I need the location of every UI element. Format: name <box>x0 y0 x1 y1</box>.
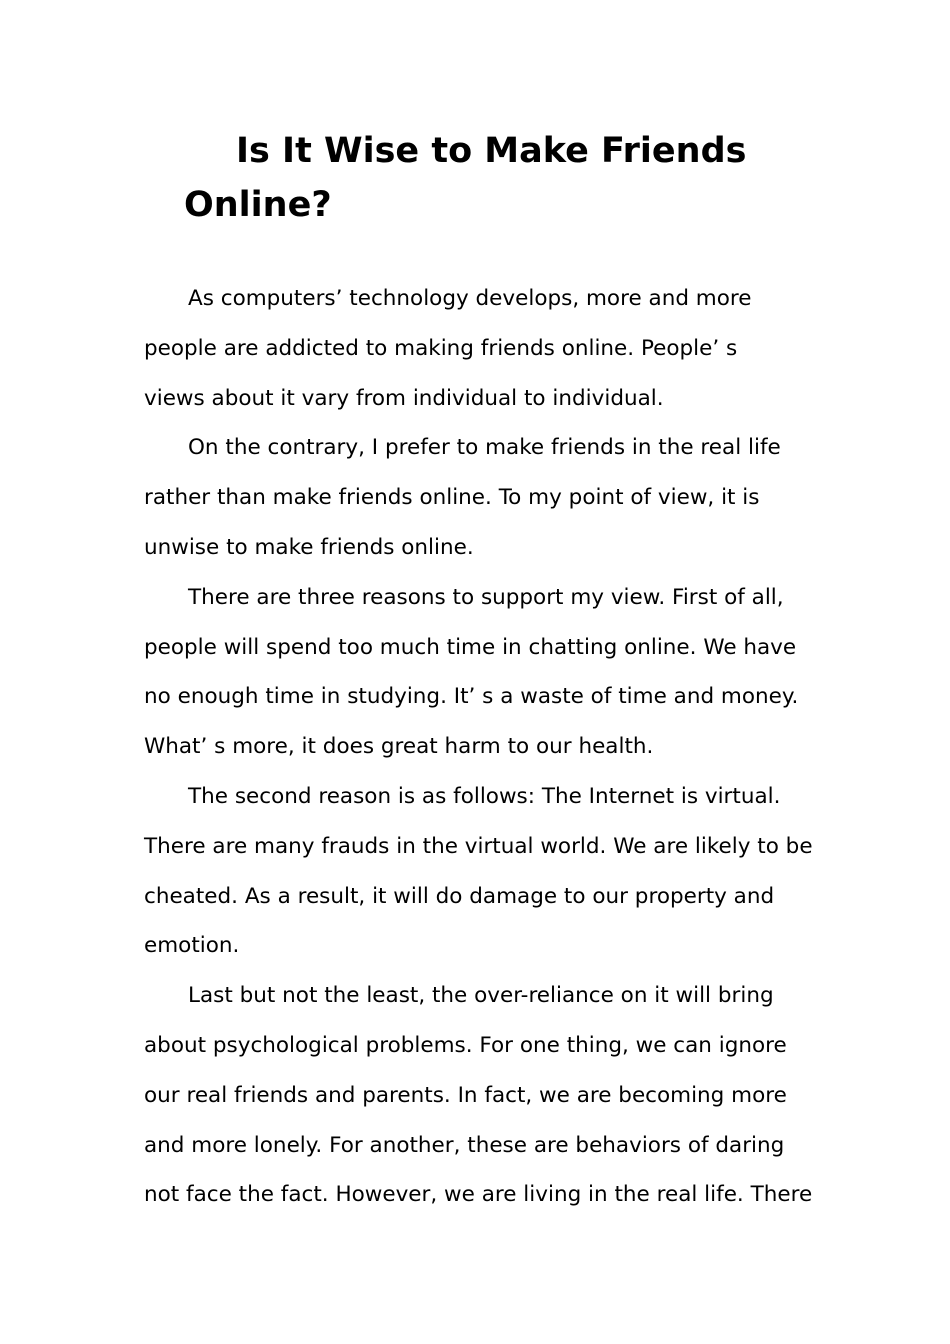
paragraph-4 <box>144 772 824 971</box>
text-line: people are addicted to making friends online. People’ s <box>144 335 738 361</box>
text-line: views about it vary from individual to individual. <box>144 385 664 411</box>
text-line: no enough time in studying. It’ s a waste of time and money. <box>144 684 799 710</box>
paragraph-1 <box>144 274 824 423</box>
text-line: and more lonely. For another, these are behaviors of daring <box>144 1132 785 1158</box>
text-line: not face the fact. However, we are living in the real life. There <box>144 1182 813 1208</box>
title-line-2: Online? <box>184 185 332 225</box>
title-line-1: Is It Wise to Make Friends <box>236 131 747 171</box>
paragraph-5 <box>144 971 824 1220</box>
text-line: As computers’ technology develops, more and more <box>188 286 752 311</box>
text-line: people will spend too much time in chatting online. We have <box>144 634 797 660</box>
paragraph-2 <box>144 423 824 572</box>
text-line: emotion. <box>144 933 240 959</box>
text-line: unwise to make friends online. <box>144 534 474 560</box>
page-title <box>184 124 747 232</box>
text-line: our real friends and parents. In fact, we are becoming more <box>144 1082 787 1108</box>
text-line: cheated. As a result, it will do damage to our property and <box>144 883 775 909</box>
text-line: There are many frauds in the virtual world. We are likely to be <box>144 833 813 859</box>
text-line: The second reason is as follows: The Internet is virtual. <box>188 783 781 809</box>
text-line: There are three reasons to support my view. First of all, <box>188 584 784 610</box>
paragraph-3 <box>144 573 824 772</box>
text-line: rather than make friends online. To my point of view, it is <box>144 485 760 511</box>
essay-body <box>144 274 824 1220</box>
text-line: about psychological problems. For one thing, we can ignore <box>144 1032 787 1058</box>
text-line: What’ s more, it does great harm to our health. <box>144 734 654 760</box>
text-line: Last but not the least, the over-reliance on it will bring <box>188 983 774 1009</box>
text-line: On the contrary, I prefer to make friends in the real life <box>188 435 781 461</box>
